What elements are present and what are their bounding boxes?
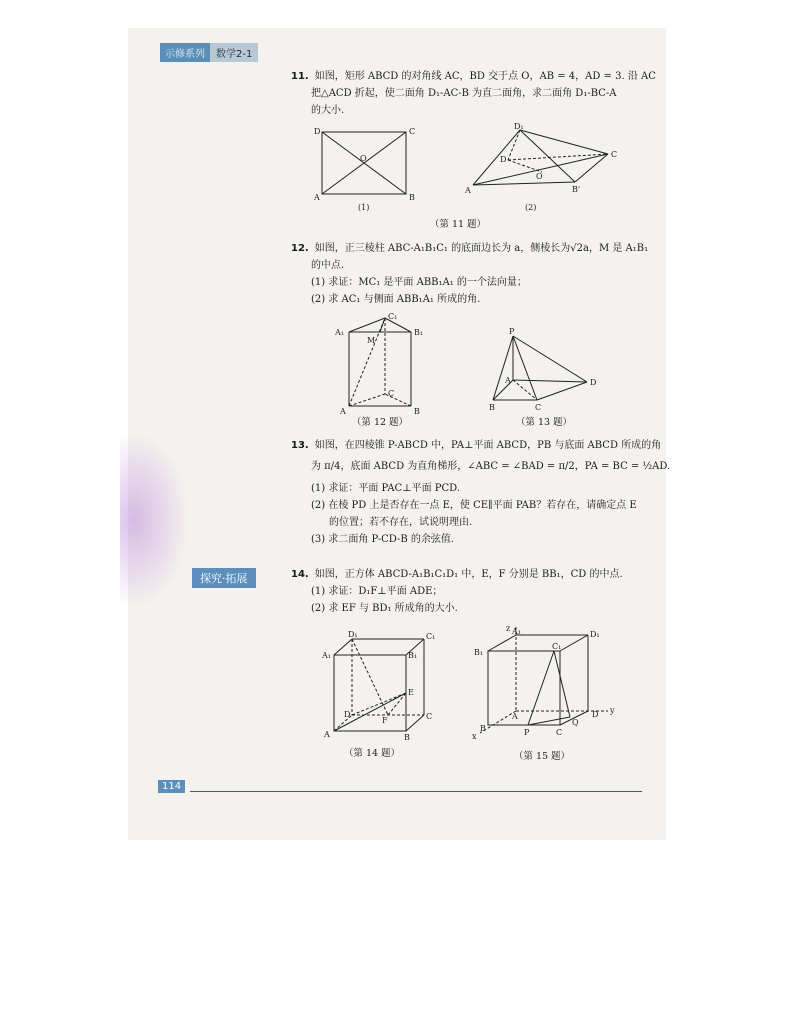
figure-11 xyxy=(310,120,630,220)
problem-number: 14. xyxy=(291,569,309,580)
cube-front xyxy=(334,655,406,731)
label-c1: C₁ xyxy=(426,632,436,641)
problem-text: 如图，正三棱柱 ABC-A₁B₁C₁ 的底面边长为 a，侧棱长为√2a，M 是 A₁B₁ xyxy=(314,243,649,254)
fig11-sub2: (2) xyxy=(525,203,537,212)
edge-bc xyxy=(406,715,424,731)
subquestion: (3) 求二面角 P-CD-B 的余弦值. xyxy=(311,534,455,545)
label-x: x xyxy=(472,732,477,740)
caption-13: （第 13 题） xyxy=(515,417,573,428)
subquestion: (1) 求证：MC₁ 是平面 ABB₁A₁ 的一个法向量； xyxy=(311,277,527,288)
edge-ab xyxy=(473,182,575,185)
problem-number: 13. xyxy=(291,440,309,451)
label-m: M xyxy=(367,336,376,345)
label-y: y xyxy=(610,706,615,715)
label-b1: B₁ xyxy=(474,648,484,657)
dashed-de xyxy=(352,693,406,715)
caption-14: （第 14 题） xyxy=(343,748,401,759)
label-c: C xyxy=(611,150,618,159)
label-c: C xyxy=(535,403,542,412)
problem-13 xyxy=(291,437,670,548)
problem-text: 如图，在四棱锥 P-ABCD 中，PA⊥平面 ABCD，PB 与底面 ABCD 所成的角 xyxy=(314,440,662,451)
problem-11 xyxy=(291,68,656,119)
problem-text: 的中点. xyxy=(311,260,345,271)
label-e: E xyxy=(408,688,414,697)
label-q: Q xyxy=(572,718,579,727)
label-c: C xyxy=(556,728,563,737)
edge-ad1 xyxy=(473,130,520,185)
label-a1: A₁ xyxy=(512,627,521,636)
subquestion-cont: 的位置；若不存在，试说明理由. xyxy=(329,517,473,528)
edge-b1a1 xyxy=(488,635,516,651)
label-o: O xyxy=(360,154,367,163)
caption-15: （第 15 题） xyxy=(513,751,571,762)
caption-11: （第 11 题） xyxy=(429,219,487,230)
label-b: B xyxy=(409,193,415,202)
header-book: 数学2-1 xyxy=(210,43,258,62)
edge-ad xyxy=(513,380,587,382)
label-d1: D₁ xyxy=(590,630,600,639)
label-b: B xyxy=(404,733,410,740)
label-f: F xyxy=(382,716,388,725)
edge-pd xyxy=(513,336,587,382)
label-d: D xyxy=(344,710,351,719)
label-a: A xyxy=(340,407,346,415)
label-b: B xyxy=(414,407,420,415)
problem-number: 11. xyxy=(291,71,309,82)
label-b: B xyxy=(480,724,486,733)
label-bp: B' xyxy=(572,185,581,194)
dashed-ac1 xyxy=(349,318,385,406)
label-a1: A₁ xyxy=(322,651,331,660)
edge-c1d1 xyxy=(560,635,588,651)
label-a: A xyxy=(324,730,330,739)
subquestion: (1) 求证：平面 PAC⊥平面 PCD. xyxy=(311,483,461,494)
label-p: P xyxy=(524,728,530,737)
label-o: O xyxy=(536,172,543,181)
dashed-d1d xyxy=(508,130,520,160)
segment-pq xyxy=(528,717,570,725)
segment-c1q xyxy=(554,651,570,717)
purple-smudge xyxy=(120,430,190,610)
problem-number: 12. xyxy=(291,243,309,254)
problem-12 xyxy=(291,240,648,308)
dashed-d1f xyxy=(352,639,388,715)
header-series: 示修系列 xyxy=(160,43,210,62)
label-c: C xyxy=(409,127,416,136)
problem-text: 如图，正方体 ABCD-A₁B₁C₁D₁ 中，E，F 分别是 BB₁，CD 的中点. xyxy=(314,569,623,580)
label-b: B xyxy=(489,403,495,412)
subquestion: (2) 在棱 PD 上是否存在一点 E，使 CE∥平面 PAB？若存在，请确定点 E xyxy=(311,500,637,511)
label-d1: D₁ xyxy=(348,630,358,639)
section-tag: 探究·拓展 xyxy=(192,568,256,588)
label-d: D xyxy=(500,155,507,164)
label-b1: B₁ xyxy=(408,651,418,660)
label-z: z xyxy=(506,625,511,633)
dashed-do xyxy=(508,160,542,172)
label-a1: A₁ xyxy=(335,328,344,337)
subquestion: (1) 求证：D₁F⊥平面 ADE； xyxy=(311,586,443,597)
page-number: 114 xyxy=(158,780,185,793)
cube-front xyxy=(488,651,560,725)
dashed-fe xyxy=(388,693,406,715)
footer-rule xyxy=(190,791,642,792)
page-header xyxy=(160,43,258,62)
problem-text: 把△ACD 折起，使二面角 D₁-AC-B 为直二面角，求二面角 D₁-BC-A xyxy=(311,88,617,99)
label-d: D xyxy=(314,127,321,136)
subquestion: (2) 求 EF 与 BD₁ 所成角的大小. xyxy=(311,603,458,614)
label-a: A xyxy=(465,186,471,195)
label-d: D xyxy=(592,710,599,719)
subquestion: (2) 求 AC₁ 与侧面 ABB₁A₁ 所成的角. xyxy=(311,294,481,305)
label-d: D xyxy=(590,378,597,387)
caption-12: （第 12 题） xyxy=(351,417,409,428)
problem-14 xyxy=(291,566,623,617)
problem-text: 为 π/4，底面 ABCD 为直角梯形，∠ABC = ∠BAD = π/2，PA = BC = ½AD. xyxy=(311,461,671,472)
label-d1: D₁ xyxy=(514,122,524,131)
edge-a1d1 xyxy=(334,639,352,655)
fig11-sub1: (1) xyxy=(358,203,370,212)
label-a: A xyxy=(505,376,511,385)
label-a: A xyxy=(512,712,518,721)
label-c: C xyxy=(388,389,395,398)
label-c: C xyxy=(426,712,433,721)
problem-text: 的大小. xyxy=(311,105,345,116)
label-a: A xyxy=(314,193,320,202)
label-c1: C₁ xyxy=(388,312,398,321)
dashed-ac xyxy=(349,394,385,406)
segment-c1p xyxy=(528,651,554,725)
figures-14-15 xyxy=(320,625,620,740)
edge-cd xyxy=(537,382,587,400)
label-c1: C₁ xyxy=(552,642,562,651)
problem-text: 如图，矩形 ABCD 的对角线 AC，BD 交于点 O，AB = 4，AD = 3. 沿 AC xyxy=(314,71,656,82)
label-b1: B₁ xyxy=(414,328,424,337)
label-p: P xyxy=(509,327,515,336)
figures-12-13 xyxy=(335,310,615,415)
